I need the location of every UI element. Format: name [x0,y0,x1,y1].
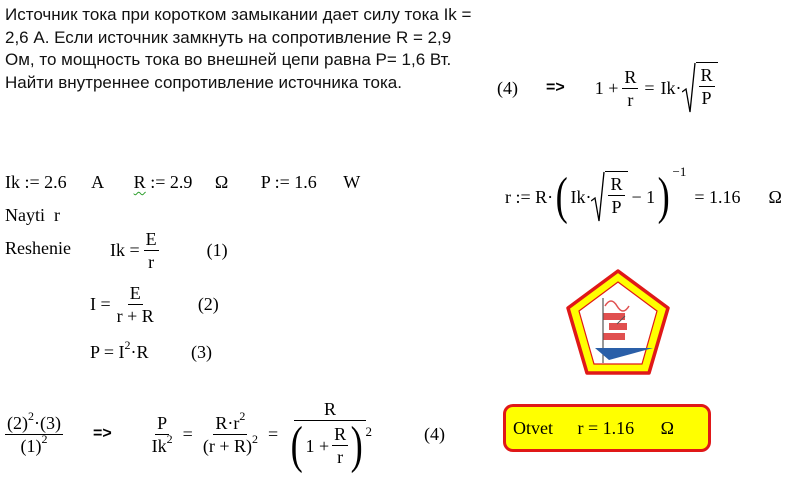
given-r-unit: Ω [214,172,229,192]
top-formula-sqrt [682,62,718,114]
top-formula-rad-den: P [701,88,712,108]
top-formula-ik: Ik· [660,77,682,98]
reshenie-label: Reshenie [5,238,71,258]
sqrt-sign-icon [682,62,696,114]
top-formula-den: r [627,89,634,110]
bottom-expression [5,392,445,476]
eq2-den: r + R [116,305,154,326]
r-formula-exp: −1 [672,164,687,179]
eq2-lhs: I = [90,293,111,314]
bottom-f2-num: R·r [215,412,240,433]
r-formula-rad-den: P [611,197,622,217]
bottom-f2-num-exp: 2 [239,408,246,423]
eq2-num: E [129,282,141,303]
r-formula [505,162,782,232]
r-formula-result: = 1.16 [694,186,741,207]
top-formula-one: 1 + [594,77,619,98]
answer-label: Otvet [513,418,553,438]
r-formula-unit: Ω [768,186,782,207]
eq3-label: (3) [191,342,212,362]
bottom-eq-b: = [267,423,279,444]
given-ik: Ik := 2.6 [5,172,67,192]
given-p: P := 1.6 [260,172,317,192]
given-r: := 2.9 [150,172,193,192]
answer-unit: Ω [660,418,675,438]
r-formula-rparen: ) [657,168,670,225]
bottom-ratio [5,408,63,456]
bottom-f1-den: Ik [151,435,167,456]
bottom-f2-den-exp: 2 [251,431,258,446]
top-formula-rad-num: R [700,65,713,85]
top-formula [497,58,718,118]
sqrt-sign-icon [591,171,605,223]
problem-statement: Источник тока при коротком замыкании дает силу тока Ik = 2,6 А. Если источник замкнуть на сопротивление R = 2,9 Ом, то мощность тока во внешней цепи равна P= 1,6 Вт. Найти внутреннее сопротивление источника тока. [5,5,472,92]
eq1-den: r [148,251,155,272]
eq1-lhs: Ik = [110,239,140,260]
bottom-den-a: (1) [20,435,42,456]
bottom-f3-exp: 2 [365,423,372,439]
top-formula-fraction [622,67,638,110]
given-p-unit: W [343,172,361,192]
answer-value: r = 1.16 [577,418,635,438]
given-r-var: R [133,172,146,192]
r-formula-rad-num: R [610,174,623,194]
bottom-eq-a: = [182,423,193,444]
bottom-fraction-2 [201,408,260,456]
eq1-label: (1) [206,239,228,260]
nayti-line: Nayti r [5,205,60,225]
bottom-f1-den-exp: 2 [166,431,173,446]
eq1-num: E [145,228,157,249]
top-formula-arrow: => [546,79,565,96]
top-formula-eq: = [644,77,655,98]
eq2-label: (2) [197,293,219,314]
bottom-f3-in-den: r [337,447,344,467]
bottom-num-a: (2) [7,412,28,433]
given-ik-unit: A [91,172,104,192]
bottom-arrow: => [92,425,112,442]
eq3-exp: 2 [124,338,131,352]
equation-1 [110,226,228,274]
bottom-f3-rparen: ) [350,416,363,474]
bottom-f3-lparen: ( [290,416,303,474]
bottom-fraction-1 [150,413,175,456]
givens-line [5,172,360,193]
bottom-f3-num: R [294,399,366,421]
top-formula-num: R [624,66,637,87]
bottom-den-a-exp: 2 [41,431,48,446]
pentagon-logo-icon [565,268,671,378]
eq3-rest: ·R [130,342,149,362]
eq3-lhs: P = I [90,342,125,362]
bottom-num-a-exp: 2 [28,408,34,423]
r-formula-minus-one: − 1 [631,186,656,207]
bottom-f2-den: (r + R) [202,435,252,456]
bottom-f1-num: P [157,412,168,433]
answer-box [503,404,711,452]
bottom-fraction-3 [286,398,374,474]
bottom-f3-one: 1 + [305,435,330,456]
bottom-num-b: ·(3) [34,412,61,433]
top-formula-label: (4) [497,77,518,98]
r-formula-lparen: ( [555,168,568,225]
bottom-f3-in-num: R [334,424,347,444]
bottom-label: (4) [423,423,445,444]
equation-2 [90,280,219,328]
r-formula-sqrt [591,171,627,223]
equation-3 [90,338,212,363]
r-formula-lhs: r := R· [505,186,554,207]
r-formula-ik: Ik· [570,186,592,207]
